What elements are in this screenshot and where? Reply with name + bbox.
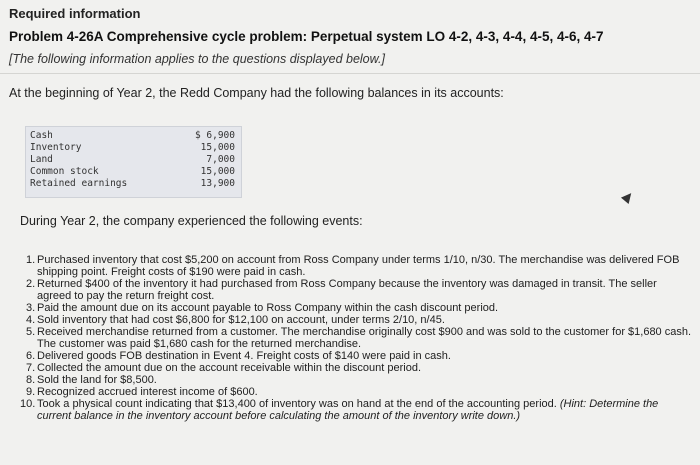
- divider: [0, 73, 700, 74]
- instructions-note: [The following information applies to the questions displayed below.]: [9, 52, 385, 66]
- balance-row: [30, 178, 237, 190]
- event-item: [22, 254, 694, 278]
- event-item: [22, 302, 694, 314]
- balances-table: [25, 126, 242, 198]
- event-text: Returned $400 of the inventory it had purchased from Ross Company because the inventory was damaged in transit. The seller agreed to pay the return freight cost.: [37, 278, 657, 302]
- events-intro: During Year 2, the company experienced the following events:: [20, 214, 363, 228]
- event-text: Delivered goods FOB destination in Event 4. Freight costs of $140 were paid in cash.: [37, 350, 451, 362]
- event-item: [22, 350, 694, 362]
- event-number: 7.: [26, 362, 36, 374]
- event-number: 4.: [26, 314, 36, 326]
- event-number: 5.: [26, 326, 36, 338]
- event-number: 10.: [20, 398, 36, 410]
- event-number: 8.: [26, 374, 36, 386]
- intro-text: At the beginning of Year 2, the Redd Company had the following balances in its accounts:: [9, 86, 504, 100]
- event-number: 1.: [26, 254, 36, 266]
- event-item: [22, 386, 694, 398]
- event-number: 6.: [26, 350, 36, 362]
- account-amount: 7,000: [206, 154, 235, 165]
- mouse-cursor-icon: [621, 190, 635, 204]
- balance-row: [30, 154, 237, 166]
- event-text: Sold the land for $8,500.: [37, 374, 157, 386]
- event-text: Purchased inventory that cost $5,200 on account from Ross Company under terms 1/10, n/30. The merchandise was delivered FOB shipping point. Freight costs of $190 were paid in cash.: [37, 254, 680, 278]
- account-amount: 15,000: [200, 142, 235, 153]
- event-number: 2.: [26, 278, 36, 290]
- account-name: Retained earnings: [30, 178, 128, 189]
- event-item: [22, 362, 694, 374]
- account-name: Land: [30, 154, 53, 165]
- balance-row: [30, 130, 237, 142]
- event-text: Received merchandise returned from a customer. The merchandise originally cost $900 and was sold to the customer for $1,680 cash. The customer was paid $1,680 cash for the returned merchandise.: [37, 326, 692, 350]
- account-name: Common stock: [30, 166, 99, 177]
- event-item: [22, 278, 694, 302]
- event-item: [22, 326, 694, 350]
- events-list: [22, 254, 694, 422]
- account-name: Cash: [30, 130, 53, 141]
- event-item: [22, 314, 694, 326]
- account-amount: 13,900: [200, 178, 235, 189]
- balance-row: [30, 142, 237, 154]
- balance-row: [30, 166, 237, 178]
- event-text: Recognized accrued interest income of $600.: [37, 386, 258, 398]
- event-number: 3.: [26, 302, 36, 314]
- event-text: Sold inventory that had cost $6,800 for $12,100 on account, under terms 2/10, n/45.: [37, 314, 445, 326]
- required-information-label: Required information: [9, 6, 141, 21]
- problem-title: Problem 4-26A Comprehensive cycle problem: Perpetual system LO 4-2, 4-3, 4-4, 4-5, 4-6, 4-7: [9, 29, 604, 44]
- account-amount: 15,000: [200, 166, 235, 177]
- event-number: 9.: [26, 386, 36, 398]
- event-item: [22, 398, 694, 422]
- event-text: Collected the amount due on the account receivable within the discount period.: [37, 362, 422, 374]
- event-text: Took a physical count indicating that $13,400 of inventory was on hand at the end of the accounting period.: [37, 398, 557, 410]
- event-item: [22, 374, 694, 386]
- account-amount: $ 6,900: [194, 130, 235, 141]
- event-hint: (Hint: Determine the current balance in the inventory account before calculating the amount of the inventory write down.): [37, 398, 659, 422]
- event-text: Paid the amount due on its account payable to Ross Company within the cash discount period.: [37, 302, 499, 314]
- account-name: Inventory: [30, 142, 82, 153]
